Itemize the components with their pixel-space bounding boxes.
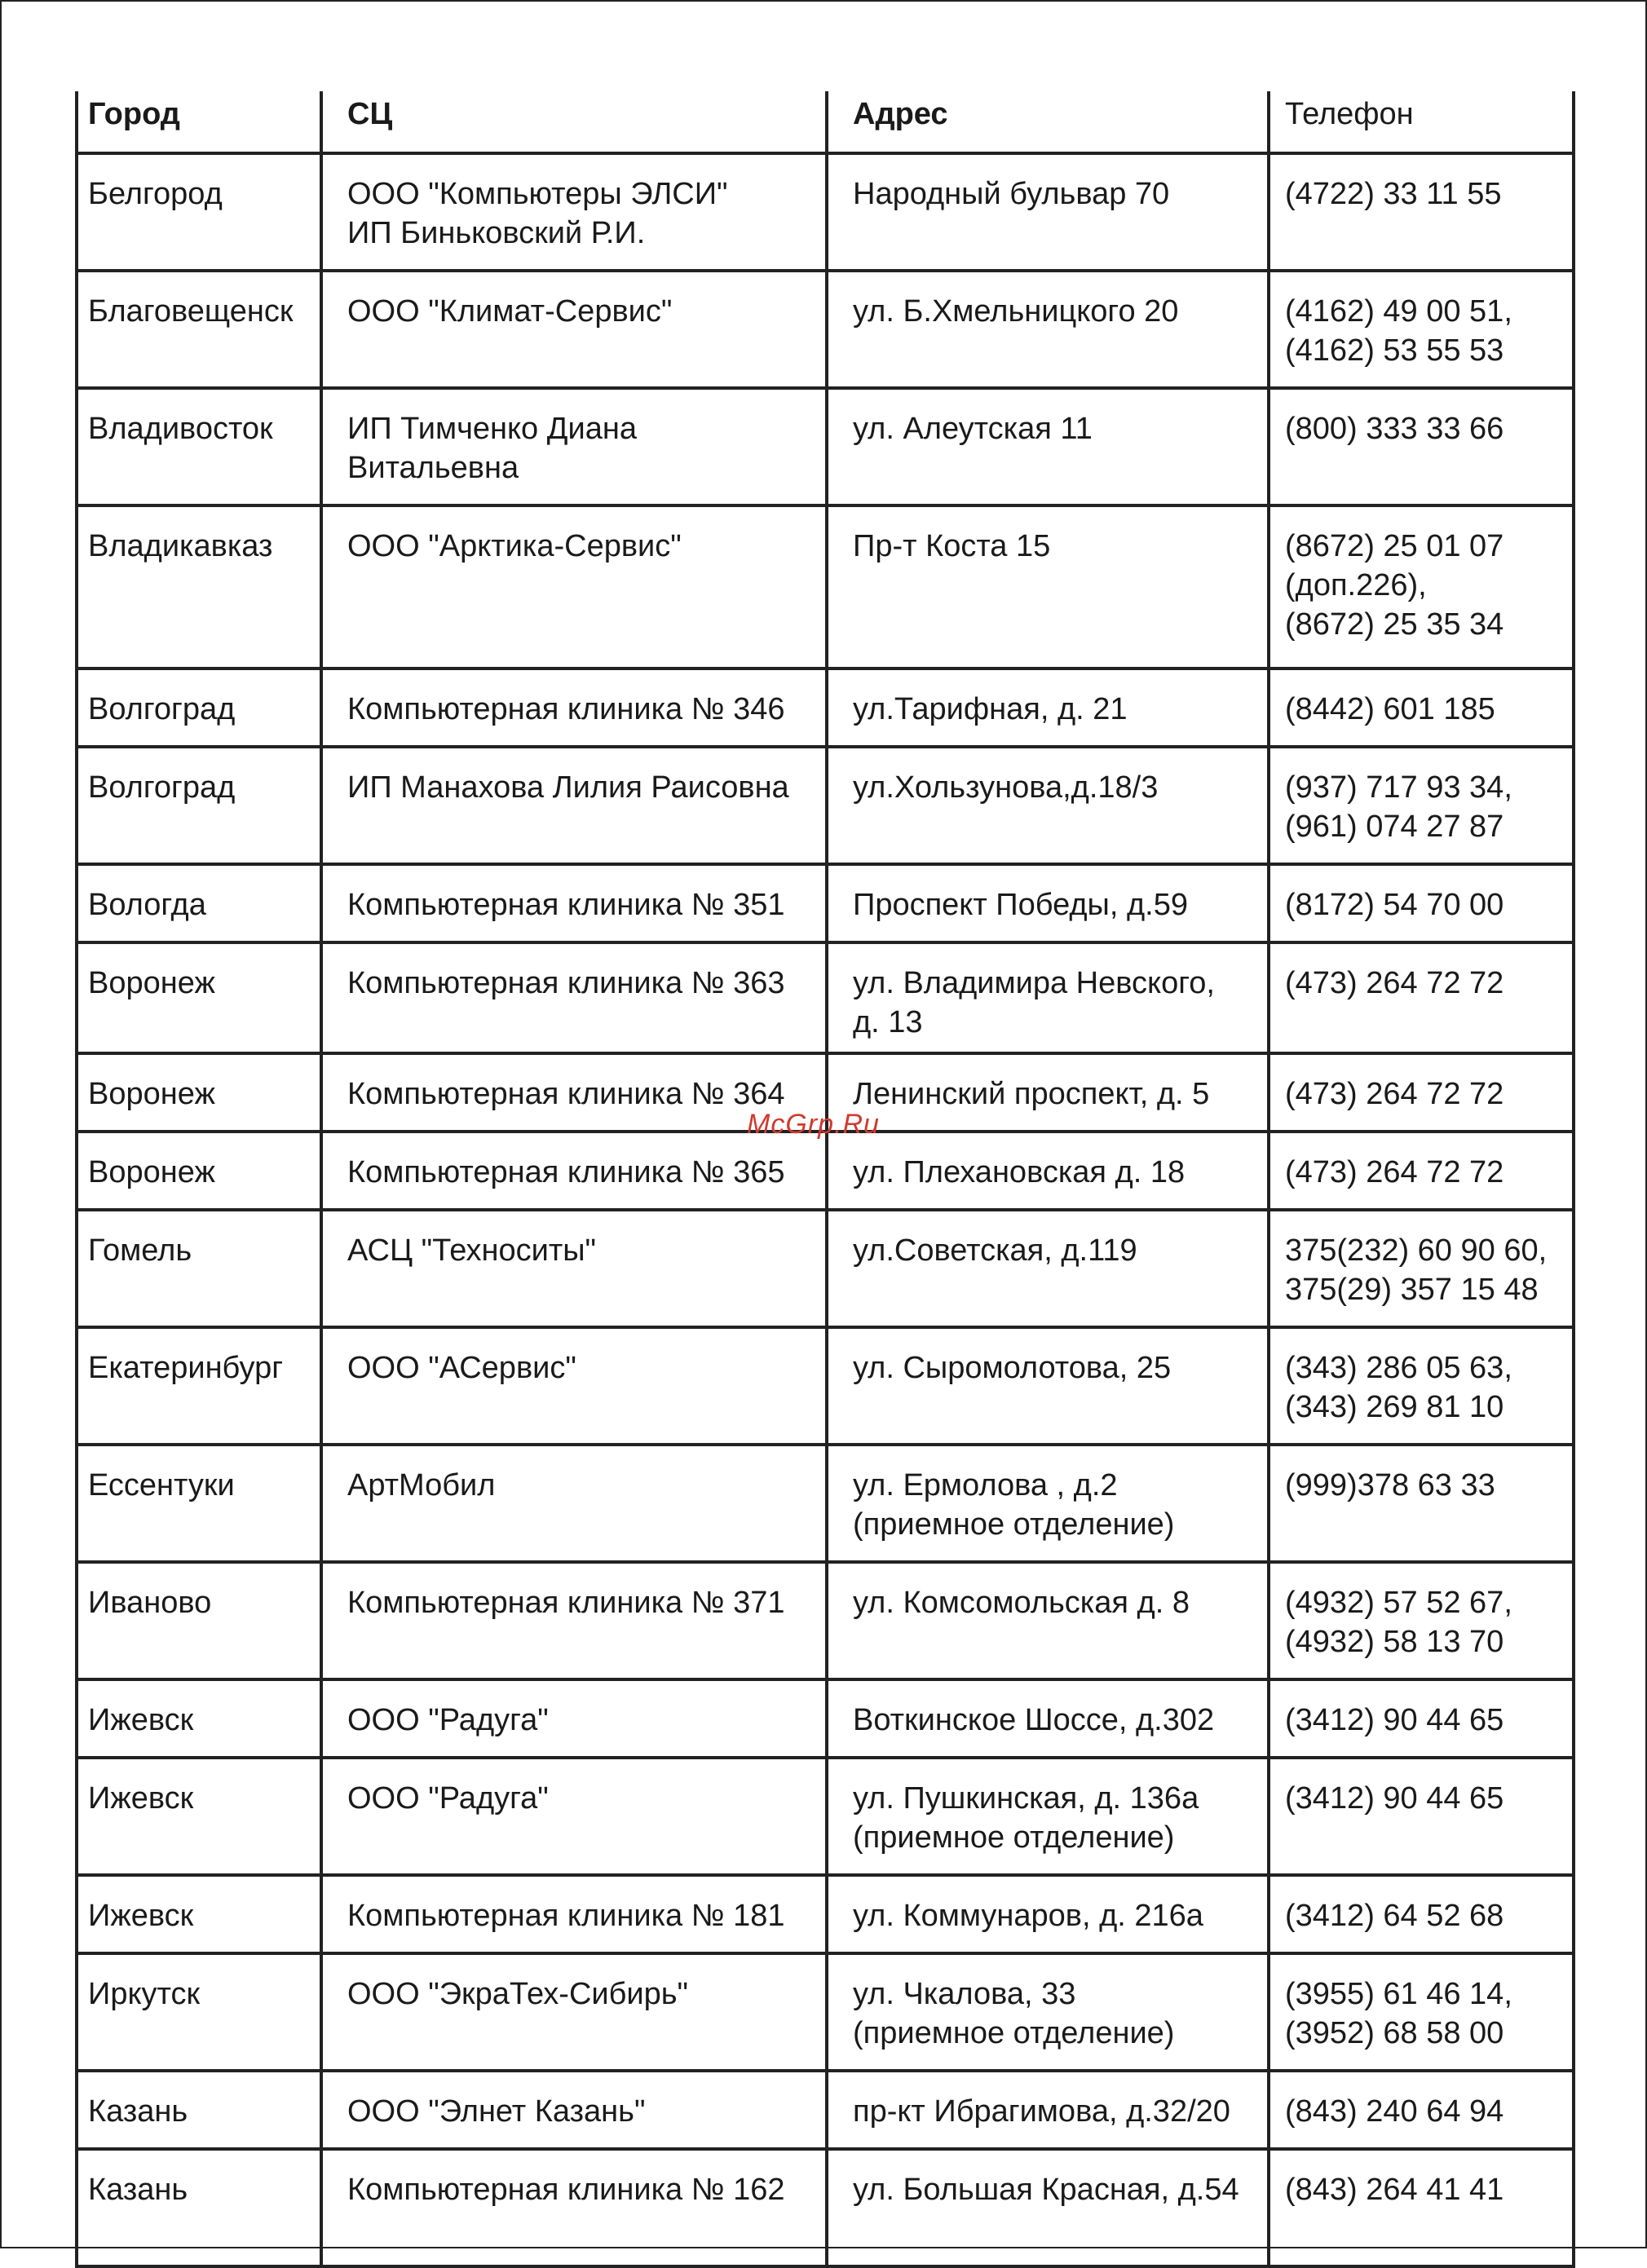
table-row — [77, 864, 1574, 942]
cell-line: (8672) 25 01 07 — [1285, 529, 1504, 563]
cell-city — [77, 1875, 321, 1953]
cell-line: Ижевск — [88, 1703, 194, 1737]
cell-line: ООО "АСервис" — [347, 1351, 576, 1385]
cell-service-center — [321, 2149, 827, 2266]
cell-phone — [1269, 942, 1574, 1053]
cell-line: ул. Сыромолотова, 25 — [853, 1351, 1172, 1385]
cell-city — [77, 668, 321, 747]
cell-line: (4932) 58 13 70 — [1285, 1625, 1504, 1659]
cell-line: ул. Плехановская д. 18 — [853, 1155, 1186, 1189]
header-phone: Телефон — [1269, 91, 1574, 153]
header-service-center: СЦ — [321, 91, 827, 153]
header-row — [77, 91, 1574, 153]
cell-line: Витальевна — [347, 451, 519, 485]
cell-service-center — [321, 942, 827, 1053]
cell-phone — [1269, 388, 1574, 505]
cell-line: (3952) 68 58 00 — [1285, 2016, 1504, 2050]
cell-line: Белгород — [88, 177, 223, 211]
cell-line: Ессентуки — [88, 1468, 235, 1502]
cell-line: Ижевск — [88, 1899, 194, 1933]
cell-line: (8442) 601 185 — [1285, 692, 1495, 726]
cell-line: ИП Биньковский Р.И. — [347, 216, 646, 250]
table-row — [77, 388, 1574, 505]
table-row — [77, 1758, 1574, 1875]
cell-address — [827, 747, 1269, 864]
cell-phone — [1269, 668, 1574, 747]
cell-line: Гомель — [88, 1233, 192, 1268]
table-body — [77, 153, 1574, 2266]
cell-service-center — [321, 2071, 827, 2149]
cell-line: Благовещенск — [88, 294, 294, 329]
cell-service-center — [321, 388, 827, 505]
cell-line: Иркутск — [88, 1977, 201, 2011]
cell-line: ООО "Арктика-Сервис" — [347, 529, 682, 563]
cell-line: Казань — [88, 2094, 188, 2129]
cell-city — [77, 505, 321, 668]
cell-line: Воронеж — [88, 1155, 215, 1189]
cell-line: АртМобил — [347, 1468, 496, 1502]
cell-city — [77, 1132, 321, 1210]
cell-line: Компьютерная клиника № 346 — [347, 692, 785, 726]
cell-line: ООО "Радуга" — [347, 1781, 549, 1816]
table-row — [77, 1210, 1574, 1327]
cell-phone — [1269, 1875, 1574, 1953]
cell-address — [827, 388, 1269, 505]
cell-phone — [1269, 747, 1574, 864]
cell-line: Воронеж — [88, 1077, 215, 1111]
cell-line: (343) 286 05 63, — [1285, 1351, 1512, 1385]
table-row — [77, 747, 1574, 864]
cell-line: (приемное отделение) — [853, 2016, 1175, 2050]
cell-line: пр-кт Ибрагимова, д.32/20 — [853, 2094, 1230, 2129]
cell-line: Компьютерная клиника № 363 — [347, 966, 785, 1000]
cell-line: Вологда — [88, 888, 206, 922]
cell-line: Иваново — [88, 1586, 212, 1620]
cell-line: Ленинский проспект, д. 5 — [853, 1077, 1210, 1111]
cell-address — [827, 1210, 1269, 1327]
cell-line: Владивосток — [88, 412, 273, 446]
cell-line: (473) 264 72 72 — [1285, 1155, 1504, 1189]
cell-line: (3955) 61 46 14, — [1285, 1977, 1512, 2011]
table-header — [77, 91, 1574, 153]
table-row — [77, 1445, 1574, 1562]
cell-line: Компьютерная клиника № 365 — [347, 1155, 785, 1189]
cell-line: (473) 264 72 72 — [1285, 966, 1504, 1000]
cell-line: (4162) 49 00 51, — [1285, 294, 1512, 329]
cell-line: (843) 240 64 94 — [1285, 2094, 1504, 2129]
cell-line: Екатеринбург — [88, 1351, 284, 1385]
cell-city — [77, 1327, 321, 1445]
cell-line: ул. Пушкинская, д. 136а — [853, 1781, 1199, 1816]
cell-line: Компьютерная клиника № 351 — [347, 888, 785, 922]
cell-line: 375(29) 357 15 48 — [1285, 1273, 1539, 1307]
cell-line: (приемное отделение) — [853, 1820, 1175, 1855]
cell-phone — [1269, 1953, 1574, 2071]
cell-address — [827, 1053, 1269, 1132]
table-row — [77, 1562, 1574, 1679]
table-row — [77, 153, 1574, 271]
cell-service-center — [321, 1132, 827, 1210]
cell-city — [77, 2149, 321, 2266]
cell-city — [77, 1758, 321, 1875]
table-row — [77, 505, 1574, 668]
cell-city — [77, 1445, 321, 1562]
cell-service-center — [321, 1210, 827, 1327]
table-row — [77, 1327, 1574, 1445]
cell-line: (приемное отделение) — [853, 1507, 1175, 1542]
cell-line: Пр-т Коста 15 — [853, 529, 1051, 563]
cell-line: (473) 264 72 72 — [1285, 1077, 1504, 1111]
cell-phone — [1269, 1053, 1574, 1132]
cell-service-center — [321, 1327, 827, 1445]
cell-line: (3412) 90 44 65 — [1285, 1781, 1504, 1816]
cell-address — [827, 942, 1269, 1053]
service-centers-table — [75, 91, 1575, 2268]
cell-line: (4932) 57 52 67, — [1285, 1586, 1512, 1620]
cell-line: Компьютерная клиника № 364 — [347, 1077, 785, 1111]
cell-line: ул. Большая Красная, д.54 — [853, 2173, 1239, 2207]
table-row — [77, 1953, 1574, 2071]
cell-phone — [1269, 1327, 1574, 1445]
cell-phone — [1269, 1210, 1574, 1327]
cell-address — [827, 2071, 1269, 2149]
table-row — [77, 1875, 1574, 1953]
cell-address — [827, 2149, 1269, 2266]
cell-line: ул. Алеутская 11 — [853, 412, 1093, 446]
cell-service-center — [321, 1758, 827, 1875]
cell-phone — [1269, 1132, 1574, 1210]
cell-line: 375(232) 60 90 60, — [1285, 1233, 1548, 1268]
cell-line: ООО "Элнет Казань" — [347, 2094, 646, 2129]
cell-city — [77, 1953, 321, 2071]
cell-line: (800) 333 33 66 — [1285, 412, 1504, 446]
watermark-text: McGrp.Ru — [747, 1109, 880, 1140]
cell-line: Проспект Победы, д.59 — [853, 888, 1188, 922]
cell-city — [77, 1562, 321, 1679]
cell-line: ул. Владимира Невского, — [853, 966, 1215, 1000]
cell-address — [827, 153, 1269, 271]
cell-service-center — [321, 1445, 827, 1562]
cell-line: ул. Б.Хмельницкого 20 — [853, 294, 1179, 329]
cell-line: ООО "Компьютеры ЭЛСИ" — [347, 177, 728, 211]
cell-line: (343) 269 81 10 — [1285, 1390, 1504, 1424]
cell-address — [827, 864, 1269, 942]
cell-service-center — [321, 271, 827, 388]
cell-line: ИП Манахова Лилия Раисовна — [347, 770, 789, 805]
cell-line: ул. Комсомольская д. 8 — [853, 1586, 1190, 1620]
cell-city — [77, 271, 321, 388]
cell-line: Ижевск — [88, 1781, 194, 1816]
cell-service-center — [321, 153, 827, 271]
cell-line: Компьютерная клиника № 371 — [347, 1586, 785, 1620]
cell-line: Волгоград — [88, 692, 236, 726]
service-centers-table-wrap — [75, 91, 1572, 2268]
cell-address — [827, 1953, 1269, 2071]
cell-line: Владикавказ — [88, 529, 273, 563]
table-row — [77, 1679, 1574, 1758]
cell-phone — [1269, 2149, 1574, 2266]
cell-service-center — [321, 1953, 827, 2071]
cell-address — [827, 1445, 1269, 1562]
cell-phone — [1269, 1562, 1574, 1679]
cell-city — [77, 388, 321, 505]
cell-line: Казань — [88, 2173, 188, 2207]
cell-city — [77, 1679, 321, 1758]
table-row — [77, 2149, 1574, 2266]
cell-phone — [1269, 1758, 1574, 1875]
cell-line: ул.Советская, д.119 — [853, 1233, 1137, 1268]
cell-line: д. 13 — [853, 1005, 923, 1039]
cell-line: ООО "ЭкраТех-Сибирь" — [347, 1977, 689, 2011]
cell-address — [827, 668, 1269, 747]
cell-line: Компьютерная клиника № 181 — [347, 1899, 785, 1933]
cell-service-center — [321, 505, 827, 668]
cell-line: ул. Ермолова , д.2 — [853, 1468, 1118, 1502]
cell-service-center — [321, 864, 827, 942]
cell-city — [77, 153, 321, 271]
cell-address — [827, 505, 1269, 668]
cell-line: АСЦ "Техноситы" — [347, 1233, 597, 1268]
cell-line: Компьютерная клиника № 162 — [347, 2173, 785, 2207]
cell-line: Волгоград — [88, 770, 236, 805]
cell-service-center — [321, 1562, 827, 1679]
header-address: Адрес — [827, 91, 1269, 153]
cell-phone — [1269, 1445, 1574, 1562]
cell-address — [827, 1875, 1269, 1953]
cell-line: (3412) 90 44 65 — [1285, 1703, 1504, 1737]
cell-line: ул. Коммунаров, д. 216а — [853, 1899, 1203, 1933]
cell-line: (8172) 54 70 00 — [1285, 888, 1504, 922]
cell-line: (8672) 25 35 34 — [1285, 607, 1504, 642]
table-row — [77, 2071, 1574, 2149]
cell-line: ООО "Климат-Сервис" — [347, 294, 673, 329]
cell-service-center — [321, 1875, 827, 1953]
cell-city — [77, 864, 321, 942]
cell-phone — [1269, 864, 1574, 942]
cell-address — [827, 1327, 1269, 1445]
table-row — [77, 668, 1574, 747]
cell-address — [827, 271, 1269, 388]
cell-address — [827, 1132, 1269, 1210]
cell-service-center — [321, 747, 827, 864]
cell-line: ООО "Радуга" — [347, 1703, 549, 1737]
cell-line: (3412) 64 52 68 — [1285, 1899, 1504, 1933]
cell-line: (4162) 53 55 53 — [1285, 333, 1504, 368]
cell-address — [827, 1758, 1269, 1875]
table-row — [77, 271, 1574, 388]
cell-line: ИП Тимченко Диана — [347, 412, 637, 446]
cell-line: ул. Чкалова, 33 — [853, 1977, 1076, 2011]
cell-line: (доп.226), — [1285, 568, 1427, 602]
cell-city — [77, 1053, 321, 1132]
cell-phone — [1269, 271, 1574, 388]
cell-phone — [1269, 1679, 1574, 1758]
cell-line: ул.Тарифная, д. 21 — [853, 692, 1128, 726]
header-city: Город — [77, 91, 321, 153]
cell-service-center — [321, 1679, 827, 1758]
cell-phone — [1269, 153, 1574, 271]
cell-line: Воронеж — [88, 966, 215, 1000]
cell-city — [77, 747, 321, 864]
cell-service-center — [321, 668, 827, 747]
cell-line: (937) 717 93 34, — [1285, 770, 1512, 805]
cell-phone — [1269, 505, 1574, 668]
cell-line: (999)378 63 33 — [1285, 1468, 1495, 1502]
cell-line: (843) 264 41 41 — [1285, 2173, 1504, 2207]
cell-city — [77, 942, 321, 1053]
cell-line: (961) 074 27 87 — [1285, 810, 1504, 844]
table-row — [77, 1132, 1574, 1210]
cell-address — [827, 1679, 1269, 1758]
cell-city — [77, 2071, 321, 2149]
cell-line: Народный бульвар 70 — [853, 177, 1170, 211]
cell-phone — [1269, 2071, 1574, 2149]
cell-line: Воткинское Шоссе, д.302 — [853, 1703, 1215, 1737]
cell-line: ул.Хользунова,д.18/3 — [853, 770, 1159, 805]
table-row — [77, 942, 1574, 1053]
cell-city — [77, 1210, 321, 1327]
cell-address — [827, 1562, 1269, 1679]
cell-line: (4722) 33 11 55 — [1285, 177, 1502, 211]
